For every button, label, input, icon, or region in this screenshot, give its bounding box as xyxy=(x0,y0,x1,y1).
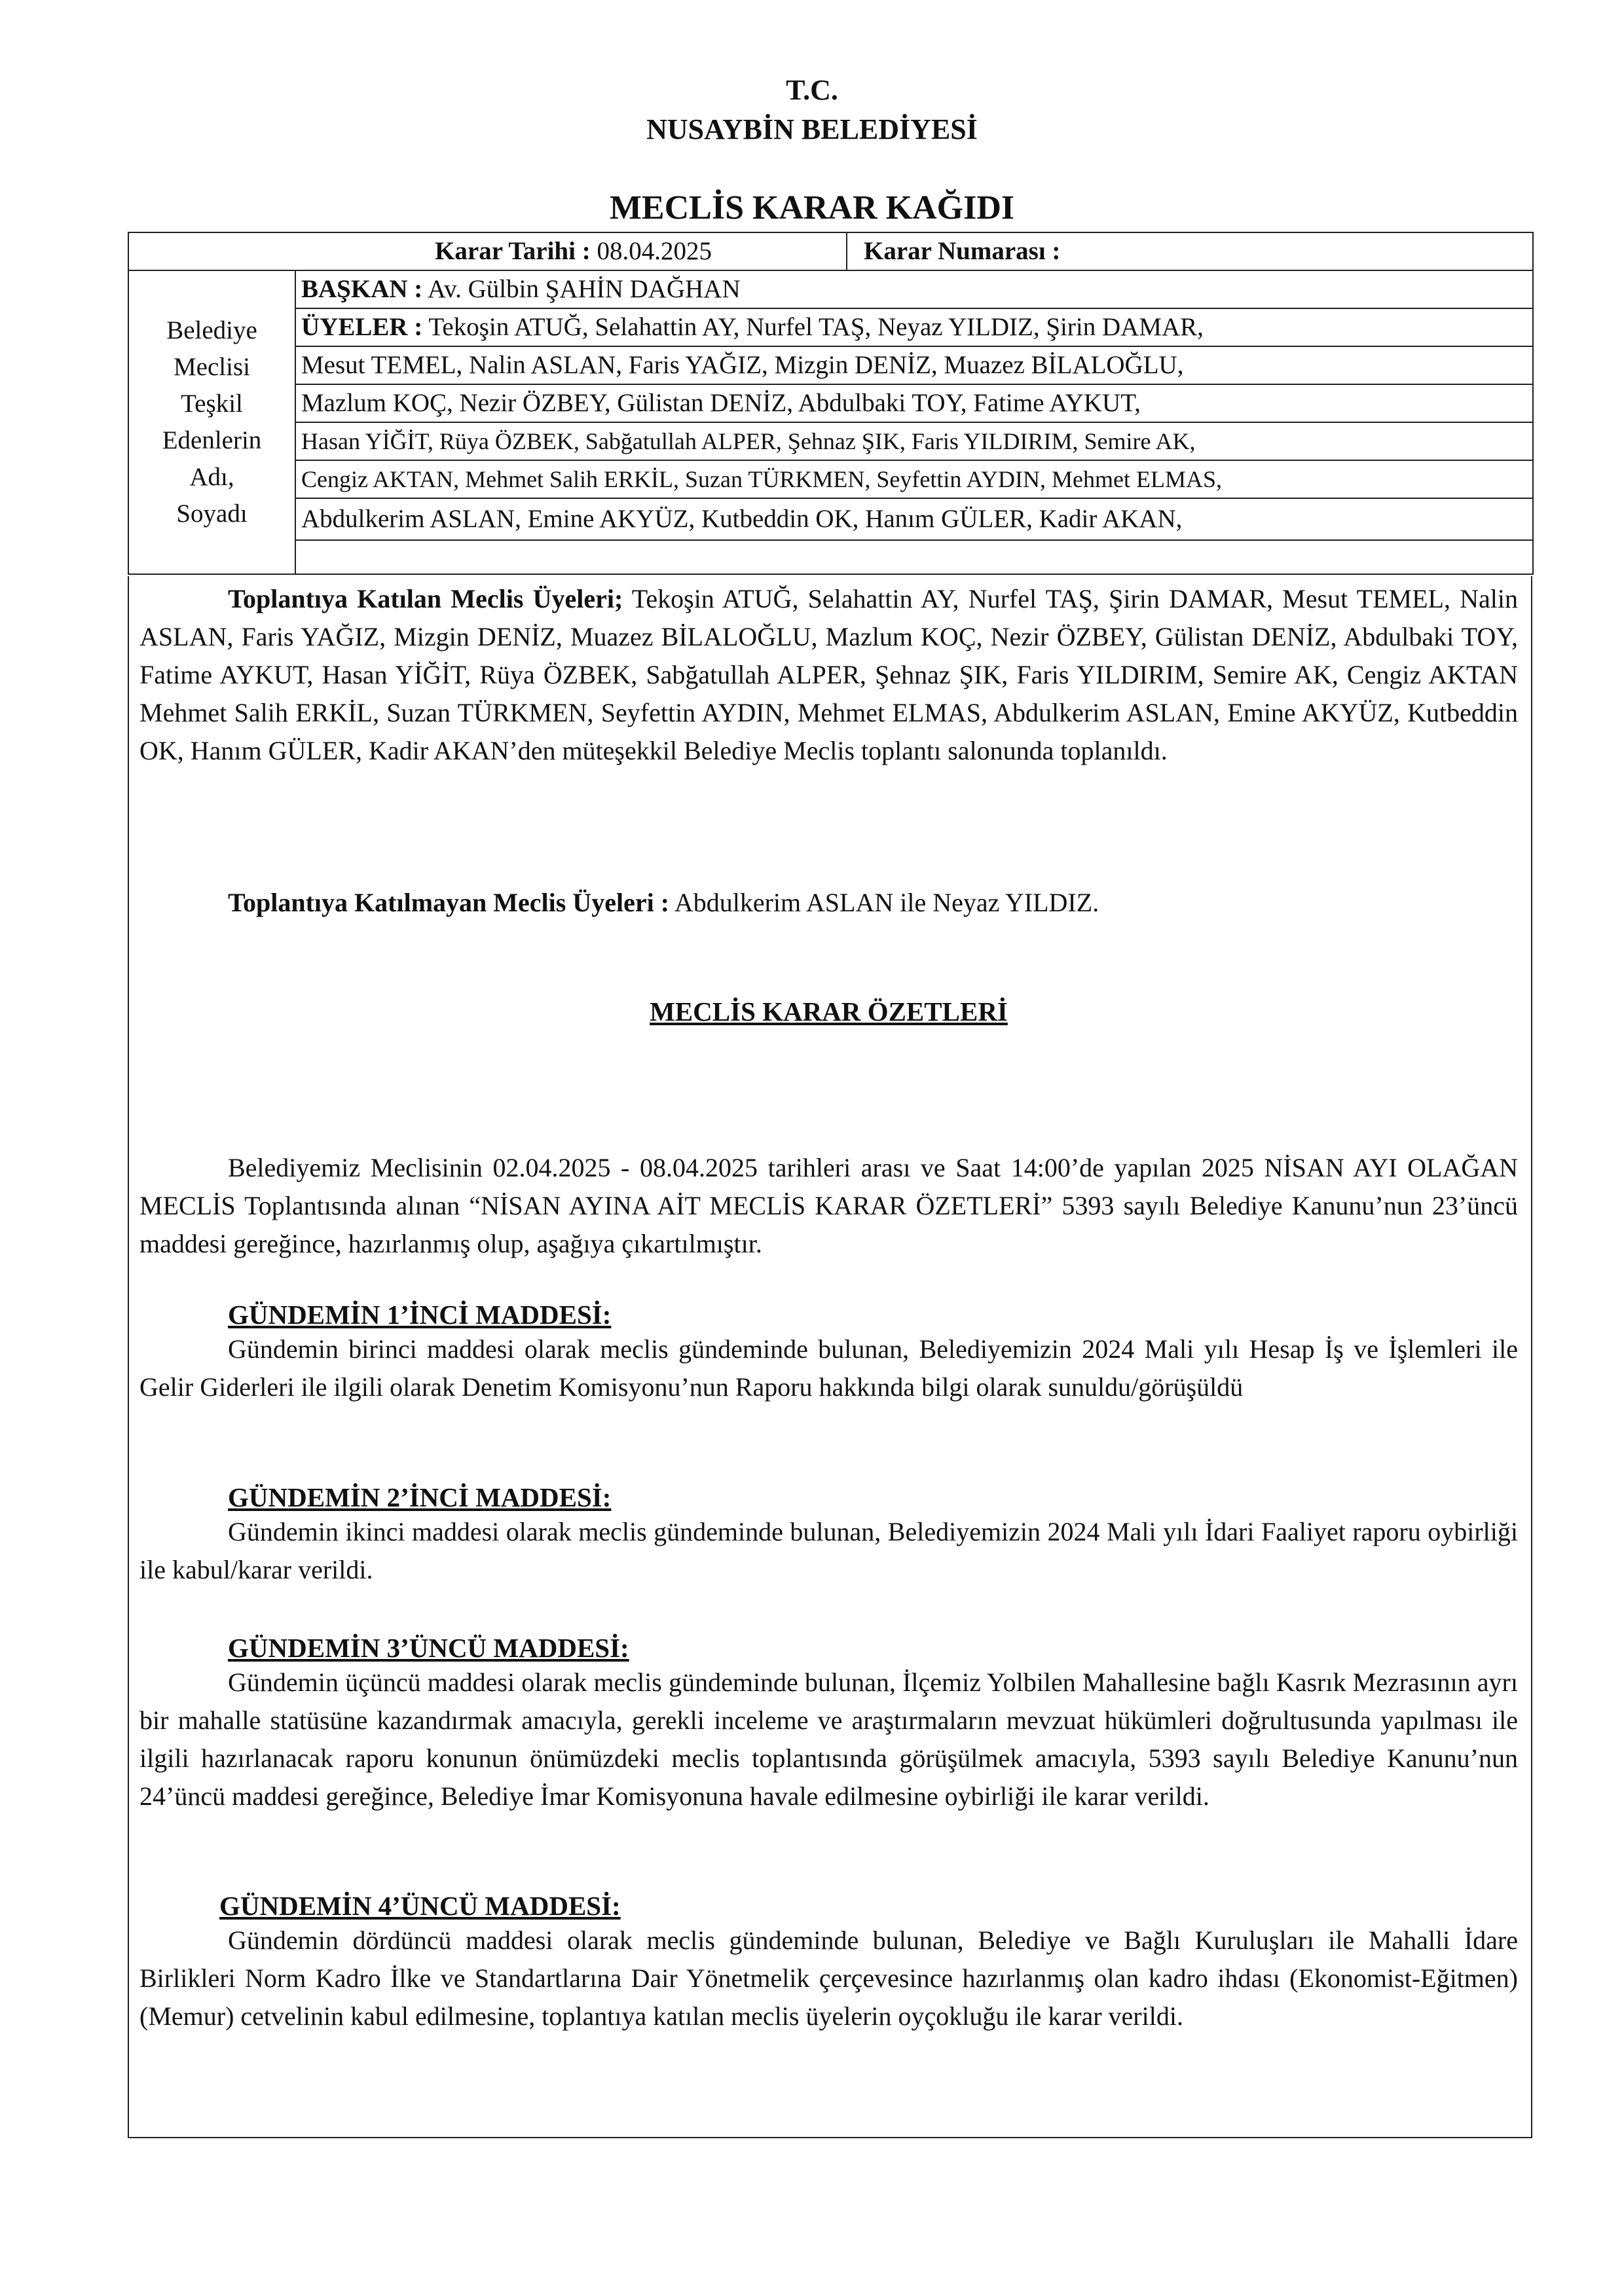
decision-number-label: Karar Numarası : xyxy=(864,237,1061,265)
item-4-text: Gündemin dördüncü maddesi olarak meclis gündeminde bulunan, Belediye ve Bağlı Kuruluşları ile Mahalli İdare Birlikleri Norm Kadro İlke ve Standartlarına Dair Yönetmelik çerçevesince hazırlanmış olan kadro ihdası (Ekonomist-Eğitmen) (Memur) cetvelinin kabul edilmesine, toplantıya katılan meclis üyelerin oyçokluğu ile karar verildi. xyxy=(139,1925,1518,2031)
members-line-empty xyxy=(295,540,1533,574)
side-label-line: Belediye xyxy=(166,316,257,344)
side-label xyxy=(128,270,295,574)
item-2-heading: GÜNDEMİN 2’İNCİ MADDESİ: xyxy=(228,1482,612,1512)
members-row xyxy=(128,384,1533,422)
absentees-paragraph xyxy=(139,884,1518,922)
president-name: Av. Gülbin ŞAHİN DAĞHAN xyxy=(427,275,741,303)
side-label-line: Adı, xyxy=(189,463,234,491)
members-cell xyxy=(295,308,1533,346)
members-label: ÜYELER : xyxy=(301,313,423,341)
members-row xyxy=(128,460,1533,498)
members-line: Mesut TEMEL, Nalin ASLAN, Faris YAĞIZ, Mizgin DENİZ, Muazez BİLALOĞLU, xyxy=(295,346,1533,384)
decision-info-row xyxy=(128,232,1533,270)
decision-date-label: Karar Tarihi : xyxy=(435,237,591,265)
side-label-line: Edenlerin xyxy=(162,426,262,454)
header-tc: T.C. xyxy=(786,74,838,106)
document-title: MECLİS KARAR KAĞIDI xyxy=(609,189,1015,227)
president-row xyxy=(128,270,1533,308)
item-3-text: Gündemin üçüncü maddesi olarak meclis gündeminde bulunan, İlçemiz Yolbilen Mahallesine bağlı Kasrık Mezrasının ayrı bir mahalle statüsüne kazandırmak amacıyla, gerekli inceleme ve araştırmaların mevzuat hükümleri doğrultusunda yapılması ile ilgili hazırlanacak raporu konunun önümüzdeki meclis toplantısında görüşülmek amacıyla, 5393 sayılı Belediye Kanunu’nun 24’üncü maddesi gereğince, Belediye İmar Komisyonuna havale edilmesine oybirliği ile karar verildi. xyxy=(139,1667,1518,1811)
decision-number-cell xyxy=(847,232,1533,270)
item-4-heading: GÜNDEMİN 4’ÜNCÜ MADDESİ: xyxy=(219,1891,621,1921)
members-line: Mazlum KOÇ, Nezir ÖZBEY, Gülistan DENİZ, Abdulbaki TOY, Fatime AYKUT, xyxy=(295,384,1533,422)
attendees-label: Toplantıya Katılan Meclis Üyeleri; xyxy=(228,584,623,613)
side-label-line: Teşkil xyxy=(181,390,243,418)
members-line: Abdulkerim ASLAN, Emine AKYÜZ, Kutbeddin OK, Hanım GÜLER, Kadir AKAN, xyxy=(295,498,1533,540)
members-row xyxy=(128,346,1533,384)
item-1-heading: GÜNDEMİN 1’İNCİ MADDESİ: xyxy=(228,1300,612,1330)
members-line: Tekoşin ATUĞ, Selahattin AY, Nurfel TAŞ, Neyaz YILDIZ, Şirin DAMAR, xyxy=(428,313,1204,341)
side-label-line: Soyadı xyxy=(176,500,248,528)
item-1-text: Gündemin birinci maddesi olarak meclis gündeminde bulunan, Belediyemizin 2024 Mali yılı Hesap İş ve İşlemleri ile Gelir Giderleri ile ilgili olarak Denetim Komisyonu’nun Raporu hakkında bilgi olarak sunuldu/görüşüldü xyxy=(139,1334,1518,1402)
side-label-line: Meclisi xyxy=(174,353,250,381)
summary-title: MECLİS KARAR ÖZETLERİ xyxy=(650,996,1008,1027)
absentees-text: Abdulkerim ASLAN ile Neyaz YILDIZ. xyxy=(674,888,1099,917)
absentees-label: Toplantıya Katılmayan Meclis Üyeleri : xyxy=(228,888,670,917)
municipality-name: NUSAYBİN BELEDİYESİ xyxy=(646,113,978,145)
attendees-text: Tekoşin ATUĞ, Selahattin AY, Nurfel TAŞ, Şirin DAMAR, Mesut TEMEL, Nalin ASLAN, Faris YAĞIZ, Mizgin DENİZ, Muazez BİLALOĞLU, Mazlum KOÇ, Nezir ÖZBEY, Gülistan DENİZ, Abdulbaki TOY, Fatime AYKUT, Hasan YİĞİT, Rüya ÖZBEK, Sabğatullah ALPER, Şehnaz ŞIK, Faris YILDIRIM, Semire AK, Cengiz AKTAN Mehmet Salih ERKİL, Suzan TÜRKMEN, Seyfettin AYDIN, Mehmet ELMAS, Abdulkerim ASLAN, Emine AKYÜZ, Kutbeddin OK, Hanım GÜLER, Kadir AKAN’den müteşekkil Belediye Meclis toplantı salonunda toplanıldı. xyxy=(139,584,1519,765)
members-row xyxy=(128,498,1533,540)
decision-info-spacer xyxy=(128,232,295,270)
members-row xyxy=(128,422,1533,460)
members-table xyxy=(128,232,1534,575)
item-3-heading: GÜNDEMİN 3’ÜNCÜ MADDESİ: xyxy=(228,1633,629,1663)
members-line: Cengiz AKTAN, Mehmet Salih ERKİL, Suzan TÜRKMEN, Seyfettin AYDIN, Mehmet ELMAS, xyxy=(295,460,1533,498)
decision-date-value: 08.04.2025 xyxy=(597,237,712,265)
decision-date-cell xyxy=(295,232,847,270)
members-line: Hasan YİĞİT, Rüya ÖZBEK, Sabğatullah ALPER, Şehnaz ŞIK, Faris YILDIRIM, Semire AK, xyxy=(295,422,1533,460)
item-2-text: Gündemin ikinci maddesi olarak meclis gündeminde bulunan, Belediyemizin 2024 Mali yılı İdari Faaliyet raporu oybirliği ile kabul/karar verildi. xyxy=(139,1517,1518,1584)
attendees-paragraph xyxy=(139,580,1518,770)
members-row xyxy=(128,308,1533,346)
members-row xyxy=(128,540,1533,574)
president-cell xyxy=(295,270,1533,308)
intro-paragraph: Belediyemiz Meclisinin 02.04.2025 - 08.04.2025 tarihleri arası ve Saat 14:00’de yapılan 2025 NİSAN AYI OLAĞAN MECLİS Toplantısında alınan “NİSAN AYINA AİT MECLİS KARAR ÖZETLERİ” 5393 sayılı Belediye Kanunu’nun 23’üncü maddesi gereğince, hazırlanmış olup, aşağıya çıkartılmıştır. xyxy=(139,1153,1518,1258)
president-label: BAŞKAN : xyxy=(301,275,423,303)
